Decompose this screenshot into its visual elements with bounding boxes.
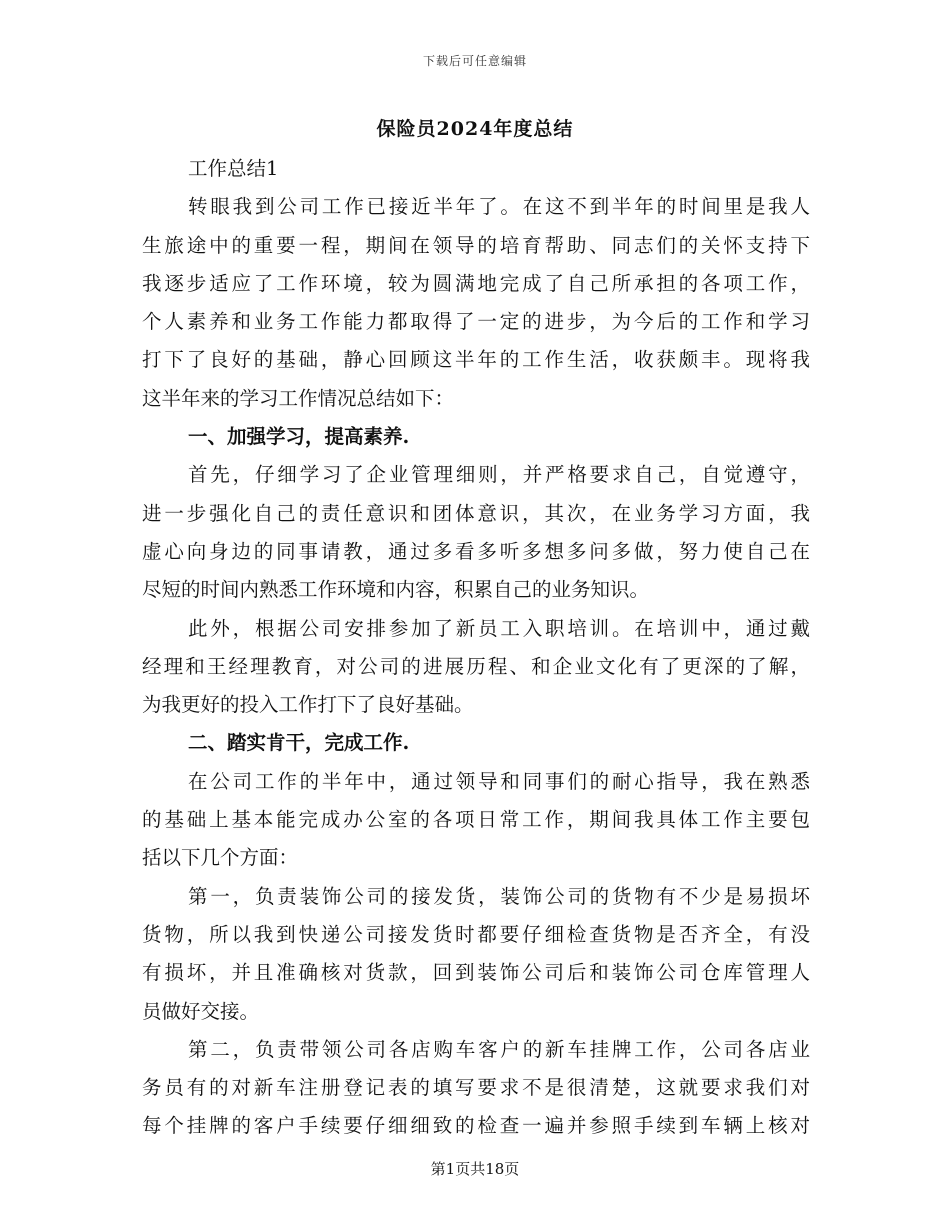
paragraph-line: 个人素养和业务工作能力都取得了一定的进步，为今后的工作和学习 (142, 310, 810, 334)
document-title: 保险员2024年度总结 (376, 118, 574, 140)
paragraph-line: 每个挂牌的客户手续要仔细细致的检查一遍并参照手续到车辆上核对 (142, 1114, 810, 1138)
document-body (142, 150, 810, 1146)
section-heading: 二、踏实肯干，完成工作. (188, 731, 410, 755)
paragraph-line: 经理和王经理教育，对公司的进展历程、和企业文化有了更深的了解， (142, 654, 810, 678)
paragraph-line: 第二，负责带领公司各店购车客户的新车挂牌工作，公司各店业 (188, 1037, 810, 1061)
paragraph-line: 我逐步适应了工作环境，较为圆满地完成了自己所承担的各项工作， (142, 271, 810, 295)
paragraph-line: 货物，所以我到快递公司接发货时都要仔细检查货物是否齐全，有没 (142, 922, 810, 946)
paragraph-line: 第一，负责装饰公司的接发货，装饰公司的货物有不少是易损坏 (188, 884, 810, 908)
page-footer: 第1页共18页 (430, 1160, 520, 1178)
paragraph-line: 括以下几个方面： (142, 846, 299, 870)
paragraph-line: 此外，根据公司安排参加了新员工入职培训。在培训中，通过戴 (188, 616, 810, 640)
paragraph-line: 打下了良好的基础，静心回顾这半年的工作生活，收获颇丰。现将我 (142, 348, 810, 372)
paragraph-line: 首先，仔细学习了企业管理细则，并严格要求自己，自觉遵守， (188, 463, 810, 487)
section-heading: 工作总结1 (188, 157, 279, 180)
paragraph-line: 的基础上基本能完成办公室的各项日常工作，期间我具体工作主要包 (142, 808, 810, 832)
page-header: 下载后可任意编辑 (422, 54, 527, 68)
paragraph-line: 为我更好的投入工作打下了良好基础。 (142, 693, 474, 717)
section-heading: 一、加强学习，提高素养. (188, 425, 410, 449)
paragraph-line: 生旅途中的重要一程，期间在领导的培育帮助、同志们的关怀支持下 (142, 233, 810, 257)
paragraph-line: 转眼我到公司工作已接近半年了。在这不到半年的时间里是我人 (188, 195, 810, 219)
paragraph-line: 进一步强化自己的责任意识和团体意识，其次，在业务学习方面，我 (142, 501, 810, 525)
paragraph-line: 在公司工作的半年中，通过领导和同事们的耐心指导，我在熟悉 (188, 769, 810, 793)
paragraph-line: 虚心向身边的同事请教，通过多看多听多想多问多做，努力使自己在 (142, 539, 810, 563)
paragraph-line: 员做好交接。 (142, 999, 260, 1023)
paragraph-line: 有损坏，并且准确核对货款，回到装饰公司后和装饰公司仓库管理人 (142, 961, 810, 985)
paragraph-line: 尽短的时间内熟悉工作环境和内容，积累自己的业务知识。 (142, 578, 650, 602)
paragraph-line: 这半年来的学习工作情况总结如下： (142, 386, 455, 410)
paragraph-line: 务员有的对新车注册登记表的填写要求不是很清楚，这就要求我们对 (142, 1076, 810, 1100)
